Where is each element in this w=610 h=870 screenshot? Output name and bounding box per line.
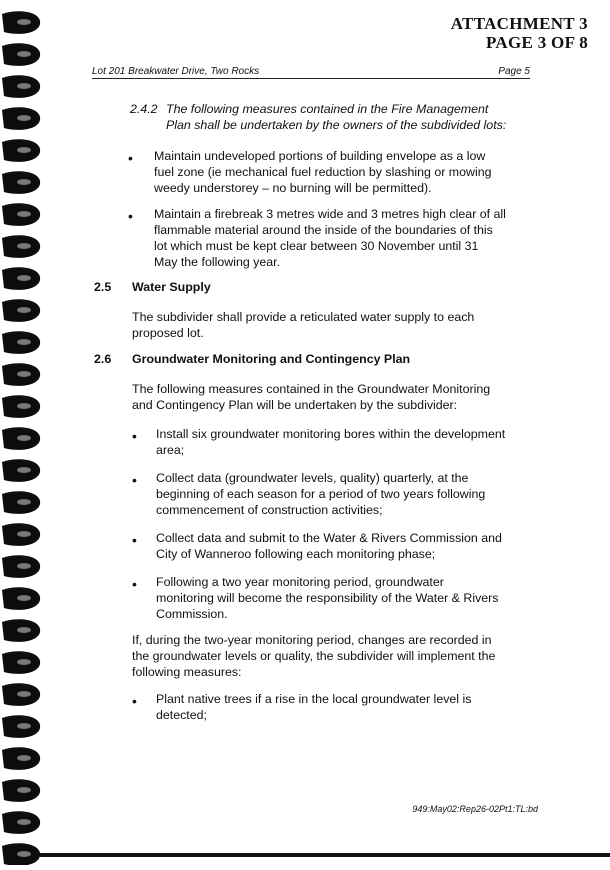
binding-ring-highlight [17,531,31,537]
bullet: • [132,576,137,592]
subsection-number: 2.4.2 [130,102,158,116]
binding-ring-highlight [17,435,31,441]
bullet-text-line: May the following year. [154,255,281,269]
bullet-text-line: City of Wanneroo following each monitoring phase; [156,547,436,561]
bullet-text-line: beginning of each season for a period of two years following [156,487,486,501]
binding-ring-highlight [17,339,31,345]
bullet-text-line: detected; [156,708,207,722]
paragraph-line: proposed lot. [132,326,204,340]
bullet: • [132,472,137,488]
bullet-text-line: Plant native trees if a rise in the local groundwater level is [156,692,472,706]
binding-ring-highlight [17,179,31,185]
section-title: Groundwater Monitoring and Contingency Plan [132,352,411,366]
binding-ring-highlight [17,563,31,569]
binding-ring-highlight [17,755,31,761]
paragraph-line: and Contingency Plan will be undertaken by the subdivider: [132,398,458,412]
bullet-text-line: Collect data (groundwater levels, quality) quarterly, at the [156,471,469,485]
binding-ring-highlight [17,467,31,473]
binding-ring-highlight [17,371,31,377]
bullet-text-line: lot which must be kept clear between 30 November until 31 [154,239,479,253]
running-header-title: Lot 201 Breakwater Drive, Two Rocks [92,66,260,77]
bullet: • [132,532,137,548]
attachment-label [451,14,588,52]
section-number: 2.5 [94,280,112,294]
bullet-text-line: monitoring will become the responsibility of the Water & Rivers [156,591,499,605]
binding-ring-highlight [17,19,31,25]
binding-ring-highlight [17,83,31,89]
paragraph-line: The subdivider shall provide a reticulated water supply to each [132,310,475,324]
binding-ring-highlight [17,627,31,633]
subsection-text-line: The following measures contained in the Fire Management [166,102,489,116]
binding-ring-highlight [17,147,31,153]
paragraph-line: the groundwater levels or quality, the subdivider will implement the [132,649,496,663]
subsection-text-line: Plan shall be undertaken by the owners of the subdivided lots: [166,118,507,132]
binding-ring-highlight [17,211,31,217]
attachment-number: ATTACHMENT 3 [450,14,588,33]
bullet-text-line: Maintain a firebreak 3 metres wide and 3 metres high clear of all [154,207,506,221]
binding-ring-highlight [17,691,31,697]
binding-ring-highlight [17,851,31,857]
bullet-text-line: commencement of construction activities; [156,503,383,517]
bullet: • [128,150,133,166]
binding-ring-highlight [17,819,31,825]
binding-ring-highlight [17,595,31,601]
binding-ring-highlight [17,723,31,729]
bullet-text-line: fuel zone (ie mechanical fuel reduction by slashing or mowing [154,165,492,179]
bullet-text-line: area; [156,443,185,457]
bullet-text-line: Maintain undeveloped portions of building envelope as a low [154,149,486,163]
bullet: • [132,428,137,444]
binding-ring-highlight [17,307,31,313]
bullet-text-line: flammable material around the inside of the boundaries of this [154,223,493,237]
bullet-text-line: Commission. [156,607,228,621]
page-bottom-edge [40,853,610,857]
binding-ring-highlight [17,243,31,249]
binding-ring-highlight [17,659,31,665]
document-reference: 949:May02:Rep26-02Pt1:TL:bd [412,804,538,814]
bullet: • [128,208,133,224]
binding-ring-highlight [17,787,31,793]
binding-ring-highlight [17,275,31,281]
page-count: PAGE 3 OF 8 [486,33,588,52]
spiral-binding [0,0,48,865]
running-header-page: Page 5 [498,66,530,77]
bullet-text-line: weedy understorey – no burning will be permitted). [154,181,432,195]
paragraph-line: The following measures contained in the Groundwater Monitoring [132,382,491,396]
running-header [92,66,530,79]
binding-ring-highlight [17,51,31,57]
paragraph-line: If, during the two-year monitoring period, changes are recorded in [132,633,492,647]
binding-ring-highlight [17,499,31,505]
binding-ring-highlight [17,115,31,121]
section-number: 2.6 [94,352,112,366]
binding-ring-highlight [17,403,31,409]
section-title: Water Supply [132,280,211,294]
paragraph-line: following measures: [132,665,242,679]
bullet-text-line: Collect data and submit to the Water & Rivers Commission and [156,531,502,545]
bullet-text-line: Install six groundwater monitoring bores within the development [156,427,506,441]
bullet-text-line: Following a two year monitoring period, groundwater [156,575,444,589]
bullet: • [132,693,137,709]
